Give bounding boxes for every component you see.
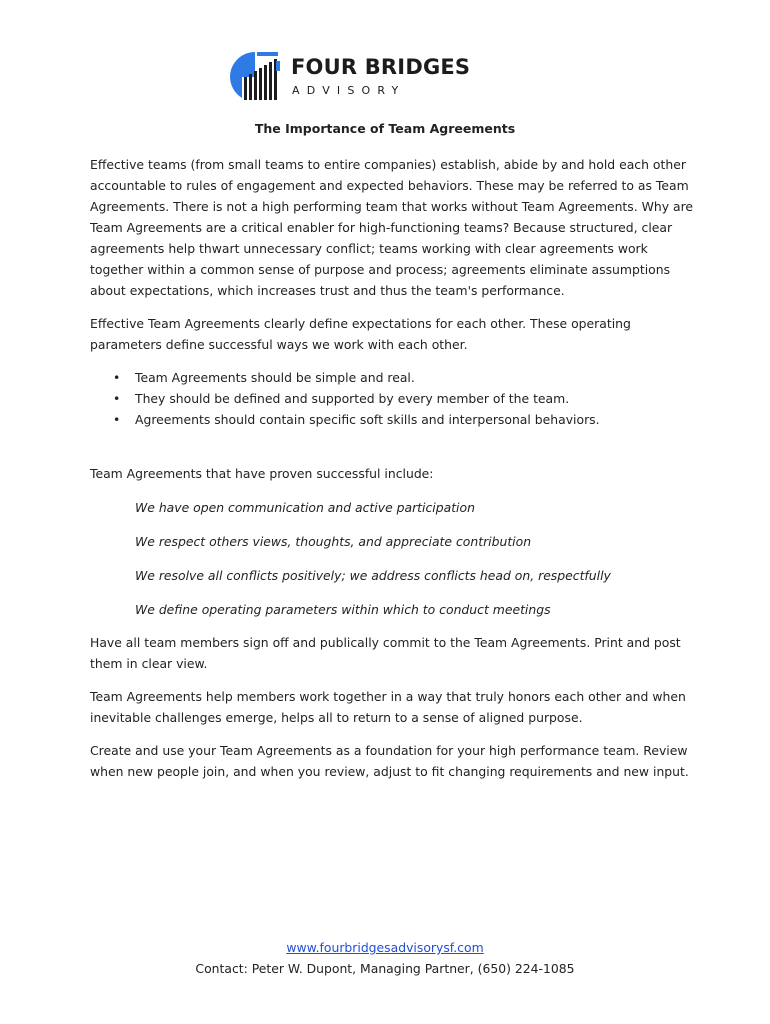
- paragraph-foundation: Create and use your Team Agreements as a foundation for your high performance team. Review when new people join, and when you review, adjust to fit changing requirements and new input.: [90, 743, 689, 779]
- company-logo: [228, 47, 471, 103]
- paragraph-sign-off: Have all team members sign off and publically commit to the Team Agreements. Print and post them in clear view.: [90, 635, 681, 671]
- agreements-list: [90, 497, 700, 620]
- website-link[interactable]: www.fourbridgesadvisorysf.com: [286, 940, 484, 955]
- document-title: The Importance of Team Agreements: [254, 121, 516, 136]
- bullet-item: • Agreements should contain specific soft skills and interpersonal behaviors.: [90, 409, 700, 430]
- bullet-item: • They should be defined and supported by every member of the team.: [90, 388, 700, 409]
- logo-title: FOUR BRIDGES: [291, 55, 471, 79]
- agreement-item: We have open communication and active participation: [135, 500, 475, 515]
- bullet-item: • Team Agreements should be simple and real.: [90, 367, 700, 388]
- agreements-intro: Team Agreements that have proven successful include:: [90, 466, 434, 481]
- paragraph-honors: Team Agreements help members work together in a way that truly honors each other and when inevitable challenges emerge, helps all to return to a sense of aligned purpose.: [90, 689, 686, 725]
- paragraph-intro: Effective teams (from small teams to entire companies) establish, abide by and hold each other accountable to rules of engagement and expected behaviors. These may be referred to as Team Agreements. There is not a high performing team that works without Team Agreements. Why are Team Agreements are a critical enabler for high-functioning teams? Because structured, clear agreements help thwart unnecessary conflict; teams working with clear agreements work together within a common sense of purpose and process; agreements eliminate assumptions about expectations, which increases trust and thus the team's performance.: [90, 157, 694, 298]
- paragraph-expectations: Effective Team Agreements clearly define expectations for each other. These operating parameters define successful ways we work with each other.: [90, 316, 631, 352]
- logo-subtitle: ADVISORY: [292, 84, 406, 97]
- agreement-item: We define operating parameters within which to conduct meetings: [135, 602, 551, 617]
- agreement-item: We resolve all conflicts positively; we address conflicts head on, respectfully: [135, 568, 611, 583]
- contact-line: Contact: Peter W. Dupont, Managing Partner, (650) 224-1085: [195, 961, 575, 976]
- bullet-list: [90, 367, 700, 430]
- bridge-logo-icon: [228, 47, 284, 103]
- document-body: [90, 154, 700, 782]
- agreement-item: We respect others views, thoughts, and appreciate contribution: [135, 534, 532, 549]
